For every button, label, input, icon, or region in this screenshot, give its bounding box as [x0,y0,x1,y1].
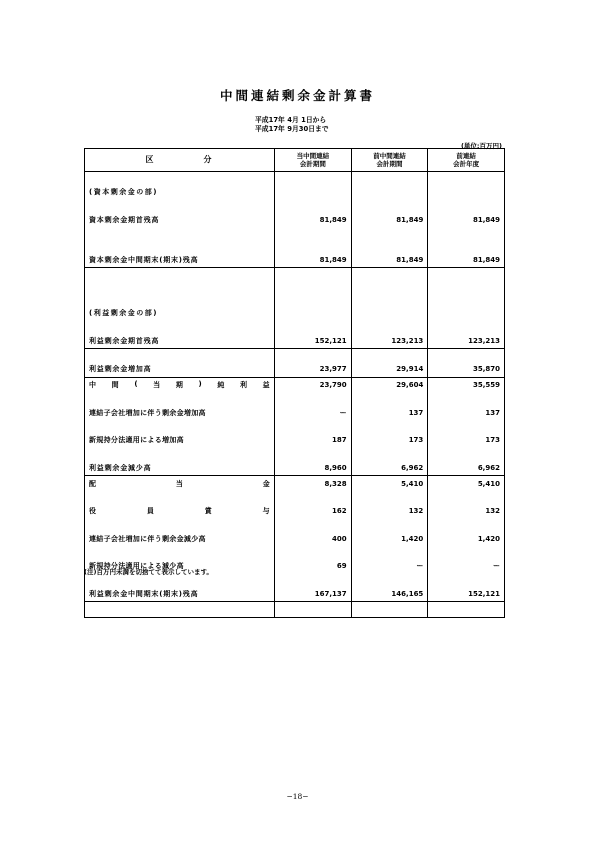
label-char: 中 [89,381,97,389]
surplus-statement-table [84,148,505,618]
row-label: 連結子会社増加に伴う剰余金増加高 [85,405,275,420]
header-col3-line2: 会計年度 [453,160,480,168]
label-char: 配 [89,479,97,488]
cell-current: 81,849 [275,252,352,268]
cell-previous-interim: 137 [351,405,428,420]
cell-current: 400 [275,531,352,546]
cell-previous-interim: 1,420 [351,531,428,546]
table-row [85,531,505,546]
period-end: 平成17年 9月30日まで [255,125,329,133]
cell-current: 162 [275,504,352,519]
cell-previous-year: 152,121 [428,586,505,602]
table-row [85,362,505,378]
cell-previous-year: 81,849 [428,212,505,227]
label-char: 純 [217,381,225,389]
header-category-bun: 分 [203,155,214,164]
table-row [85,377,505,393]
label-char: ) [198,380,202,388]
row-label [85,476,275,492]
label-char: ( [134,380,138,388]
header-col2-line2: 会計期間 [376,160,403,168]
label-char: 賞 [204,507,213,515]
table-row [85,333,505,349]
cell-current: 187 [275,433,352,448]
header-col2-line1: 前中間連結 [373,152,406,160]
label-char: 当 [175,479,184,488]
table-row [85,433,505,448]
cell-previous-year: 5,410 [428,476,505,492]
header-category-ku: 区 [145,155,156,164]
header-col1-line2: 会計期間 [299,160,326,168]
footnote: (注)百万円未満を切捨てて表示しています。 [84,568,213,576]
cell-current: ー [275,405,352,420]
cell-previous-year: 35,870 [428,362,505,378]
row-label: 利益剰余金減少高 [85,460,275,476]
cell-previous-year: 1,420 [428,531,505,546]
label-char: 役 [89,507,97,515]
header-current-interim [275,149,352,172]
cell-previous-interim: 81,849 [351,212,428,227]
row-label: 新規持分法適用による増加高 [85,433,275,448]
label-char: 間 [111,381,119,389]
label-char: 金 [262,479,270,488]
period-start: 平成17年 4月 1日から [255,116,327,124]
cell-current: 23,790 [275,377,352,393]
page-title: 中間連結剰余金計算書 [219,88,375,103]
label-char: 利 [239,381,248,389]
header-previous-interim [351,149,428,172]
header-col3-line1: 前連結 [456,152,476,160]
row-label: 新規持分法適用による減少高 [85,559,275,574]
cell-previous-year: ー [428,559,505,574]
cell-previous-interim: 173 [351,433,428,448]
cell-current: 81,849 [275,212,352,227]
table-header-row [85,149,505,172]
header-category [85,149,275,172]
cell-previous-interim: 132 [351,504,428,519]
cell-previous-year: 123,213 [428,333,505,349]
row-label: 連結子会社増加に伴う剰余金減少高 [85,531,275,546]
cell-previous-interim: ー [351,559,428,574]
cell-previous-interim: 5,410 [351,476,428,492]
label-char: 与 [262,507,270,515]
cell-previous-interim: 29,914 [351,362,428,378]
cell-previous-year: 132 [428,504,505,519]
table-row [85,212,505,227]
header-previous-year [428,149,505,172]
cell-previous-interim: 6,962 [351,460,428,476]
cell-current: 152,121 [275,333,352,349]
cell-previous-interim: 146,165 [351,586,428,602]
cell-previous-year: 173 [428,433,505,448]
label-char: 期 [175,381,184,389]
section-label: (利益剰余金の部) [85,306,275,321]
page-number: −18− [286,792,309,801]
table-row [85,476,505,492]
cell-current: 69 [275,559,352,574]
cell-current: 8,328 [275,476,352,492]
cell-previous-year: 6,962 [428,460,505,476]
cell-previous-interim: 29,604 [351,377,428,393]
cell-previous-interim: 81,849 [351,252,428,268]
table-row [85,586,505,602]
cell-current: 23,977 [275,362,352,378]
cell-previous-year: 137 [428,405,505,420]
table-row [85,252,505,268]
label-char: 益 [262,381,270,389]
row-label: 利益剰余金中間期末(期末)残高 [85,586,275,602]
header-col1-line1: 当中間連結 [296,152,330,160]
section-row-capital [85,185,505,200]
table-row [85,504,505,519]
table-row [85,460,505,476]
row-label: 資本剰余金期首残高 [85,212,275,227]
unit-label: (単位:百万円) [460,142,502,150]
cell-previous-year: 81,849 [428,252,505,268]
row-label: 資本剰余金中間期末(期末)残高 [85,252,275,268]
row-label: 利益剰余金期首残高 [85,333,275,349]
section-row-earned [85,306,505,321]
table-row [85,405,505,420]
section-label: (資本剰余金の部) [85,185,275,200]
cell-current: 8,960 [275,460,352,476]
label-char: 当 [153,381,161,389]
cell-previous-year: 35,559 [428,377,505,393]
row-label: 利益剰余金増加高 [85,362,275,378]
label-char: 員 [146,507,155,515]
row-label [85,504,275,519]
row-label [85,377,275,393]
cell-current: 167,137 [275,586,352,602]
cell-previous-interim: 123,213 [351,333,428,349]
